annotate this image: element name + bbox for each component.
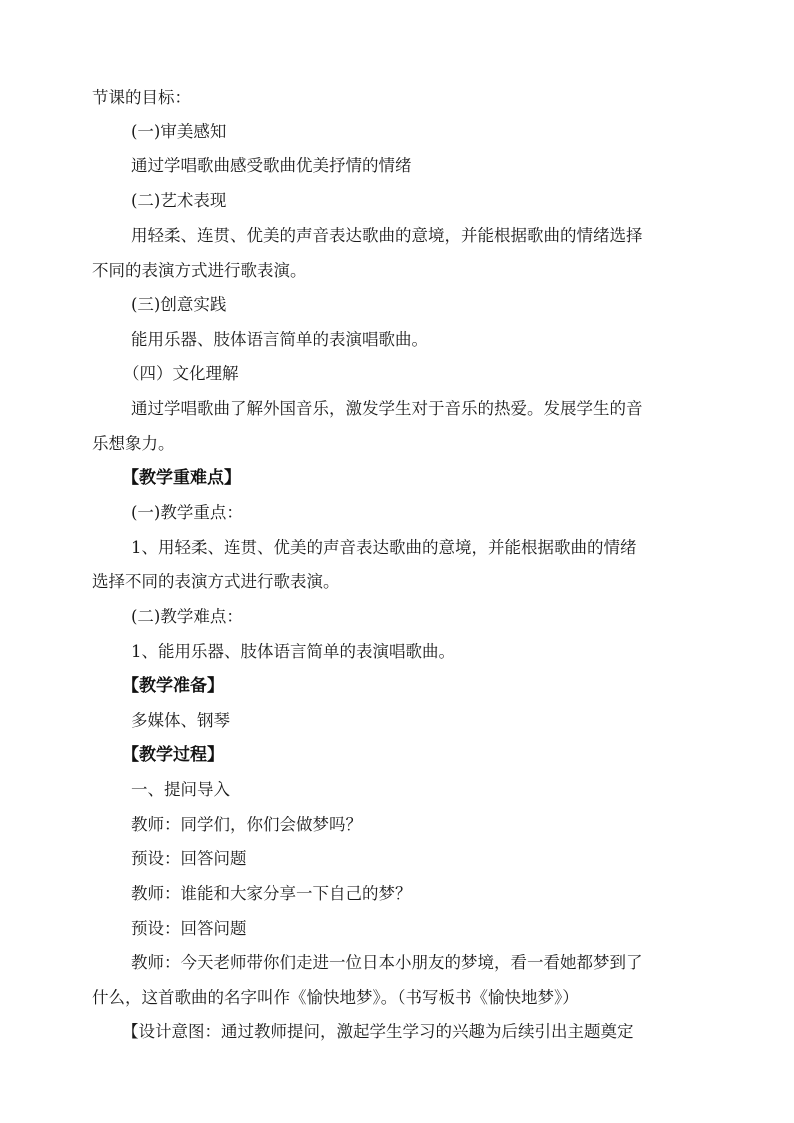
text-line: (二)艺术表现 [131,191,227,210]
text-line: 教师：今天老师带你们走进一位日本小朋友的梦境，看一看她都梦到了 [131,953,643,972]
text-line: 通过学唱歌曲感受歌曲优美抒情的情绪 [131,156,412,175]
text-line: 通过学唱歌曲了解外国音乐，激发学生对于音乐的热爱。发展学生的音 [131,399,643,418]
text-line: (三)创意实践 [131,295,227,314]
text-line: 选择不同的表演方式进行歌表演。 [92,572,340,591]
text-line: 什么，这首歌曲的名字叫作《愉快地梦》。（书写板书《愉快地梦》） [92,988,579,1007]
text-line: 教师：同学们，你们会做梦吗？ [131,815,362,834]
text-line: 一、提问导入 [131,780,230,799]
text-line: 【设计意图：通过教师提问，激起学生学习的兴趣为后续引出主题奠定 [122,1022,634,1041]
text-line: (二)教学难点： [131,607,243,626]
text-line: 不同的表演方式进行歌表演。 [92,261,307,280]
text-line: (一)审美感知 [131,122,227,141]
text-line: 多媒体、钢琴 [131,711,230,730]
text-line: 能用乐器、肢体语言简单的表演唱歌曲。 [131,330,428,349]
section-heading: 【教学过程】 [122,745,224,765]
text-line: 预设：回答问题 [131,849,247,868]
section-heading: 【教学准备】 [122,676,224,696]
text-line: 预设：回答问题 [131,919,247,938]
text-line: 节课的目标： [92,88,191,107]
text-line: 1、能用乐器、肢体语言简单的表演唱歌曲。 [131,642,455,661]
text-line: （四）文化理解 [123,364,239,383]
text-line: 乐想象力。 [92,434,175,453]
text-line: (一)教学重点： [131,503,243,522]
text-line: 用轻柔、连贯、优美的声音表达歌曲的意境，并能根据歌曲的情绪选择 [131,226,643,245]
text-line: 1、用轻柔、连贯、优美的声音表达歌曲的意境，并能根据歌曲的情绪 [131,538,637,557]
text-line: 教师：谁能和大家分享一下自己的梦？ [131,884,412,903]
section-heading: 【教学重难点】 [122,468,241,488]
